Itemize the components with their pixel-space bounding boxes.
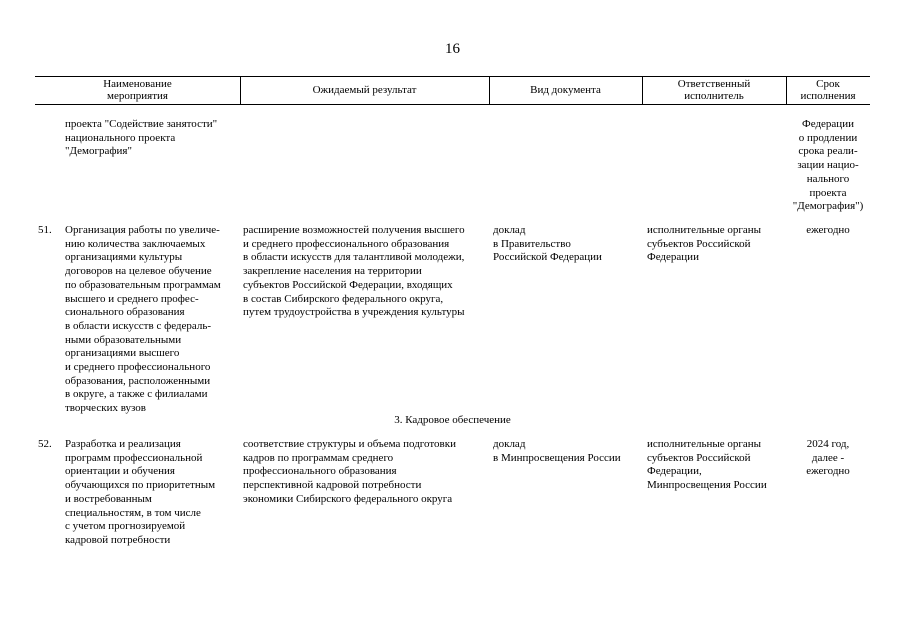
row-executor: исполнительные органы субъектов Российской Федерации	[647, 224, 762, 264]
row-number: 52.	[38, 438, 52, 450]
row-result: расширение возможностей получения высшего и среднего профессионального образования в области искусств для талантливой молодежи, закрепление населения на территории субъектов Российской Федерации, входящих в состав Сибирского федерального округа, путем трудоустройства в учреждения культуры	[243, 224, 465, 319]
row-document: доклад в Минпросвещения России	[493, 438, 621, 464]
column-header-result: Ожидаемый результат	[312, 83, 417, 96]
column-header-executor: Ответственный исполнитель	[677, 77, 751, 102]
row-number: 51.	[38, 224, 52, 236]
page-number: 16	[445, 41, 460, 57]
continuation-deadline: Федерации о продлении срока реали- зации нацио- нального проекта "Демография")	[792, 118, 864, 213]
row-deadline: 2024 год, далее - ежегодно	[806, 438, 850, 478]
column-header-document: Вид документа	[530, 83, 601, 96]
row-executor: исполнительные органы субъектов Российской Федерации, Минпросвещения России	[647, 438, 767, 492]
column-header-deadline: Срок исполнения	[800, 77, 856, 102]
row-deadline: ежегодно	[806, 224, 850, 236]
column-header-name: Наименование мероприятия	[103, 77, 172, 102]
continuation-name: проекта "Содействие занятости" национального проекта "Демография"	[65, 118, 218, 158]
header-bottom-rule	[35, 104, 870, 105]
row-name: Организация работы по увеличе- нию количества заключаемых организациями культуры договоров на целевое обучение по образовательным программам высшего и среднего профес- сионального образования в области искусств с федераль- ными образовательными организациями высшего и среднего профессионального образования, расположенными в округе, а также с филиалами творческих вузов	[65, 224, 221, 415]
section-title: 3. Кадровое обеспечение	[394, 414, 511, 426]
row-result: соответствие структуры и объема подготовки кадров по программам среднего профессионального образования перспективной кадровой потребности экономики Сибирского федерального округа	[243, 438, 456, 505]
row-name: Разработка и реализация программ профессиональной ориентации и обучения обучающихся по приоритетным и востребованным специальностям, в том числе с учетом прогнозируемой кадровой потребности	[65, 438, 216, 546]
row-document: доклад в Правительство Российской Федерации	[493, 224, 602, 264]
